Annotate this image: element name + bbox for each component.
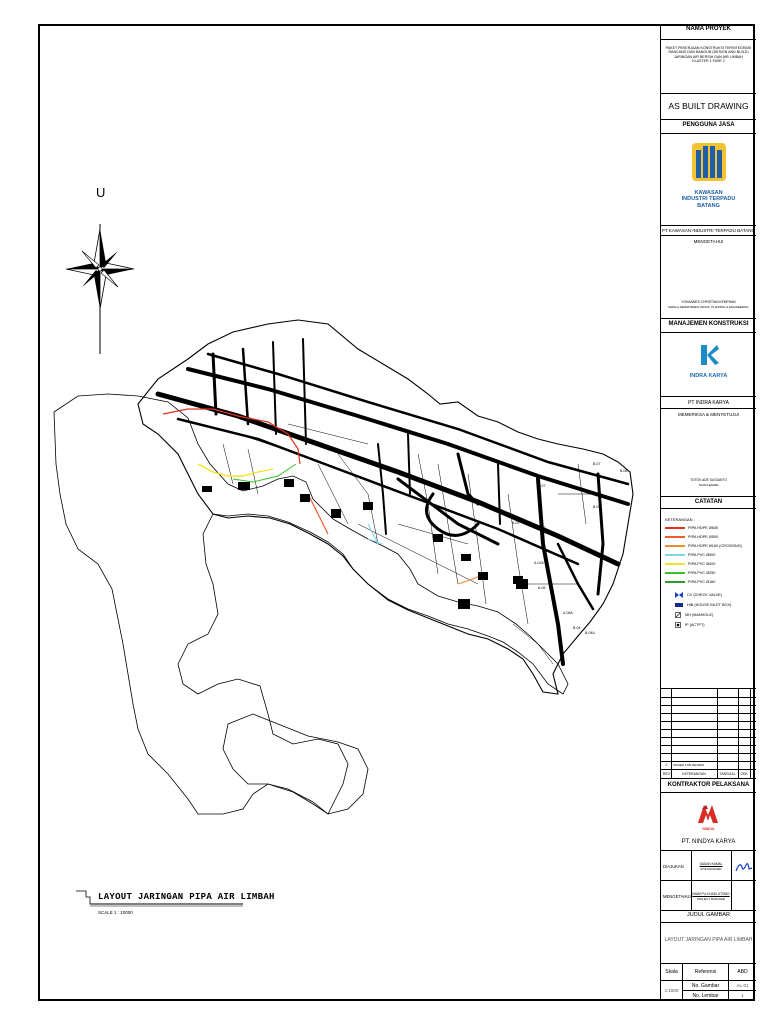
block-label: A-02 [512,521,520,525]
hib-markers [202,479,528,609]
legend-symbol [675,622,705,628]
legend-symbol [675,602,731,608]
catatan-header: CATATAN [661,497,756,509]
contractor-name: PT. NINDYA KARYA [681,839,736,845]
kitb-logo-line: INDUSTRI TERPADU [681,196,736,203]
mk-logo-cell [661,333,756,397]
skala-label: Skala [661,964,683,981]
north-arrow-icon [66,224,134,354]
mk-name: PT INDRA KARYA [661,397,756,409]
diajukan-title: SITE MANAGER [700,867,722,871]
road-network [158,339,628,664]
legend-symbol [675,612,713,618]
mengetahui2-title: PROJECT MANAGER [697,897,725,901]
nindya-logo-icon [696,801,720,827]
drawing-title: LAYOUT JARINGAN PIPA AIR LIMBAH [661,923,756,964]
drawing-type: AS BUILT DRAWING [661,94,756,120]
legend-item [665,544,742,548]
signature-icon [734,859,754,875]
title-block [660,24,755,1001]
mengetahui2-label: MENGETAHUI [663,894,691,899]
diajukan-cell [661,851,756,881]
legend-swatch [665,527,685,529]
site-map [38,24,660,1001]
owner-approval-cell [661,236,756,319]
block-label: A-06 [538,586,546,590]
pengguna-jasa-header: PENGGUNA JASA [661,120,756,134]
project-desc-line: RANCANG DAN BANGUN (DESIGN AND BUILD) [668,50,749,55]
owner-logo-cell [661,134,756,226]
block-label: B-07 [593,462,601,466]
mk-signer-title: TEAM LEADER [698,483,719,487]
project-desc-line: JARINGAN AIR BERSIH DAN AIR LIMBAH [673,54,744,59]
block-label: B-07 [538,484,546,488]
legend-swatch [665,581,685,583]
legend-symbol-label: IP (ACTPT) [685,623,705,627]
ip-icon [675,622,681,628]
no-gambar-label: No. Gambar [683,981,729,991]
legend-swatch [665,536,685,538]
project-description [661,40,756,94]
project-desc-line: KLASTER 1 FASE 2 [692,59,725,64]
project-desc-line: PAKET PEKERJAAN KONSTRUKSI TERINTEGRASI [665,46,752,50]
mk-approval-cell [661,409,756,497]
block-label: B-08 [620,469,628,473]
block-label: B-04 [573,626,581,630]
land-outline-island [223,714,368,814]
legend-label: PIPA PVC Ø400 [688,562,716,566]
block-label: B-04A [585,631,595,635]
block-label: A-02A [534,561,544,565]
legend-swatch [665,554,685,556]
no-lembar-label: No. Lembar [683,991,729,1001]
pipelines [163,409,488,584]
owner-signer-title: KEPALA DEPARTEMEN TEKNIK, PLANNING & ENGINEERING [668,305,749,309]
rev-header: REV [663,772,670,776]
legend-item [665,526,718,530]
mk-header: MANAJEMEN KONSTRUKSI [661,319,756,333]
nama-proyek-header: NAMA PROYEK [661,24,756,40]
skala-value: 1:1500 [661,981,683,1001]
legend-item [665,562,715,566]
legend-label: PIPA HDPE Ø160 (CROSSING) [688,544,742,548]
check-valve-icon [675,592,683,598]
legend-item [665,553,715,557]
nindya-logo-text: NINDYA [702,827,715,831]
kontraktor-header: KONTRAKTOR PELAKSANA [661,779,756,793]
no-gambar-value: AL-01 [729,981,756,991]
abd-label: ABD [729,964,756,981]
legend-label: PIPA PVC Ø500 [688,553,716,557]
legend-label: PIPA PVC Ø250 [688,571,716,575]
no-lembar-value: 1 [741,993,744,998]
revision-no: 0 [665,763,668,767]
legend-symbol [675,592,722,598]
keterangan-label: KETERANGAN : [665,517,695,522]
scale-text: SCALE 1 : 10000 [98,910,133,915]
keterangan-header: KETERANGAN [682,772,706,776]
referensi-label: Referensi [683,964,729,981]
memeriksa-label: MEMERIKSA & MENYETUJUI [677,412,739,417]
legend-swatch [665,572,685,574]
revision-table [661,689,756,779]
map-area [38,24,660,1001]
legend-swatch [665,563,685,565]
legend-item [665,571,715,575]
indra-karya-logo-icon [697,343,721,367]
kitb-logo-text [661,190,756,209]
kitb-logo-icon [691,142,727,182]
indra-karya-logo-text: INDRA KARYA [689,373,728,379]
house-inlet-box-icon [675,602,683,608]
block-label: B-08 [593,505,601,509]
legend-symbol-label: MH (MANHOLE) [685,613,714,617]
layout-title: LAYOUT JARINGAN PIPA AIR LIMBAH [98,892,275,902]
diajukan-label: DIAJUKAN [663,864,684,869]
north-label: U [96,185,106,200]
legend-item [665,535,718,539]
tanggal-header: TANGGAL [719,772,736,776]
legend-symbol-label: HIB (HOUSE INLET BOX) [687,603,732,607]
manhole-icon [675,612,681,618]
block-label: A-03 [538,526,546,530]
mk-signer-name: TOTOK ADE SUGIANTO [690,478,727,482]
cek-header: CEK [740,772,748,776]
legend-label: PIPA PVC Ø160 [688,580,716,584]
land-outline-south [54,394,568,814]
kitb-logo-line: BATANG [697,202,720,209]
owner-name: PT KAWASAN INDUSTRI TERPADU BATANG [661,226,756,236]
legend-swatch [665,545,685,547]
legend-label: PIPA HDPE Ø630 [688,526,719,530]
mengetahui2-name: IMAM PUJI HADI UTOMO [692,892,730,896]
revision-desc: ISSUED FOR REVIEW [673,763,705,767]
legend-cell [661,509,756,689]
block-label: A-06A [563,611,573,615]
legend-label: PIPA HDPE Ø500 [688,535,719,539]
judul-header: JUDUL GAMBAR [661,911,756,923]
mengetahui2-cell [661,881,756,911]
legend-item [665,580,715,584]
contractor-logo-cell [661,793,756,851]
diajukan-name: DADAN KAMAL [699,862,723,866]
owner-signer-name: YOHANNES CHRISTIAN KEMPHAN [681,300,736,304]
kitb-logo-line: KAWASAN [694,190,723,196]
legend-symbol-label: CV (CHECK VALVE) [687,593,722,597]
mengetahui-label: MENGETAHUI [693,239,724,244]
